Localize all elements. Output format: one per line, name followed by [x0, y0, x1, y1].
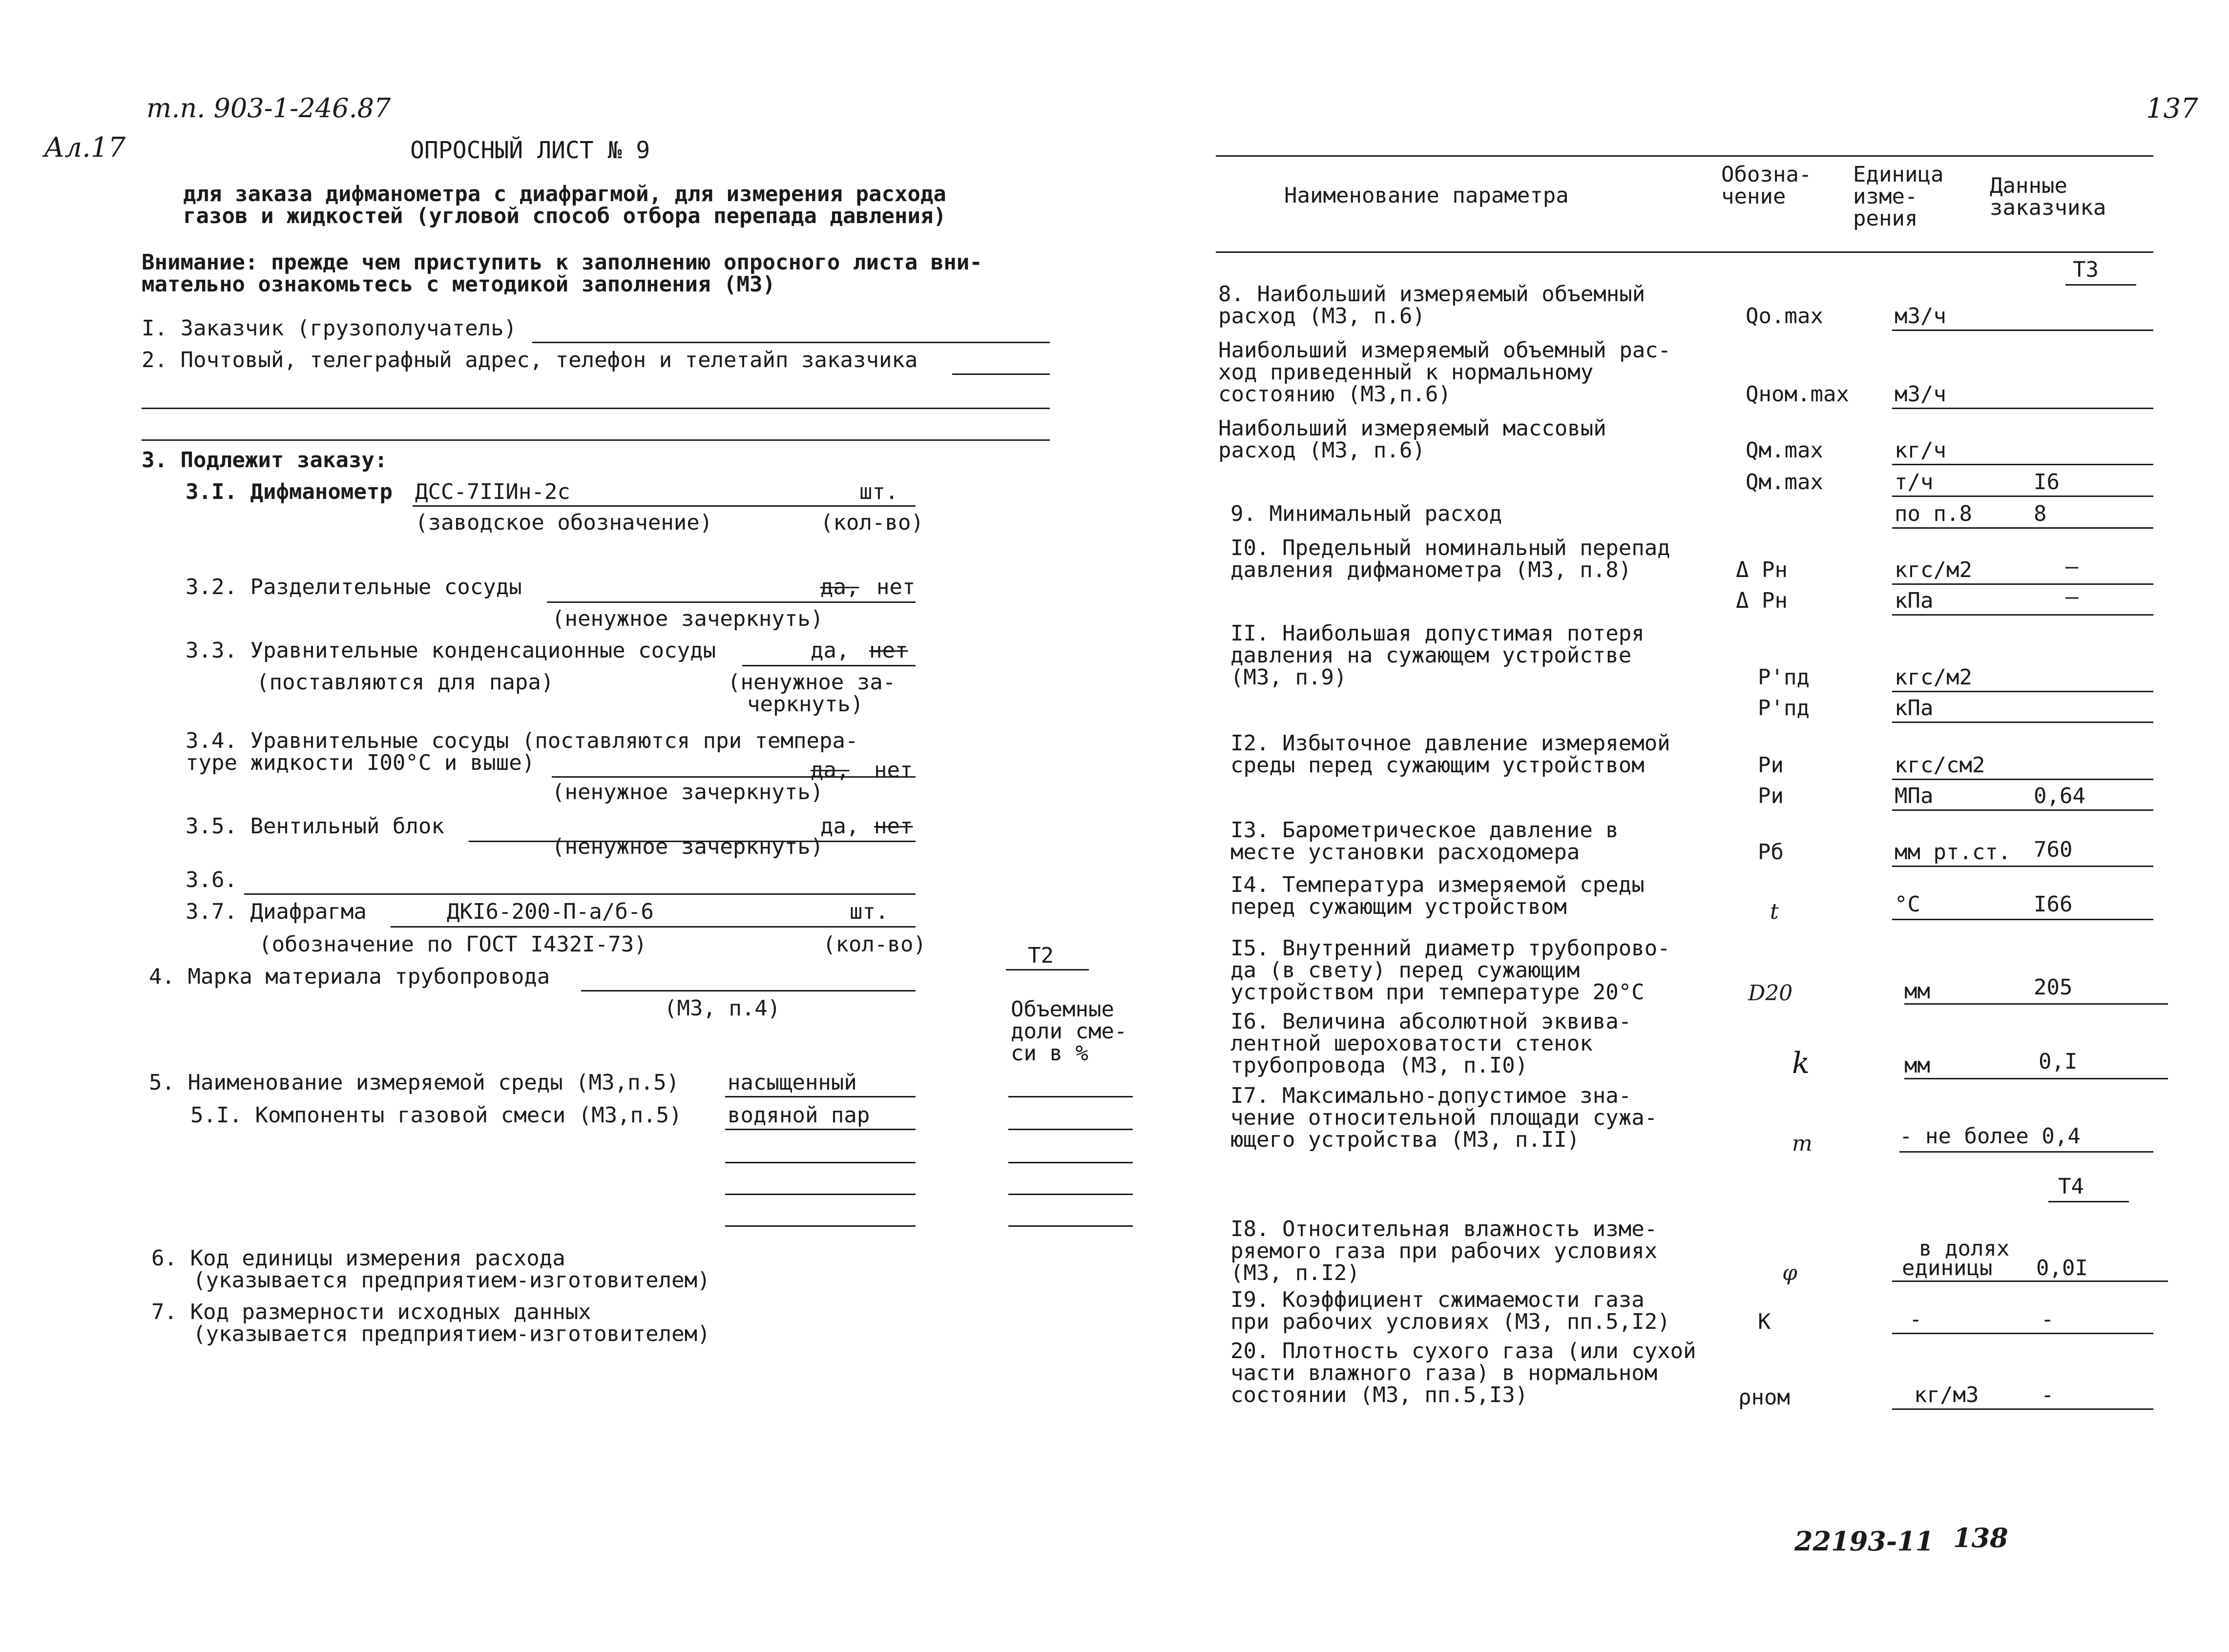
footer-page: 138 — [1953, 1522, 2008, 1553]
item-3-3-note-strike-2: черкнуть) — [747, 692, 864, 717]
volume-fraction-line-1: Объемные — [1011, 997, 1114, 1022]
item-2-field-line-2[interactable] — [142, 408, 1050, 409]
row-11-symbol: Р'пд — [1758, 665, 1810, 690]
item-5-field[interactable] — [725, 1096, 916, 1097]
row-8d-field[interactable] — [1892, 496, 2153, 497]
row-8-line-1: 8. Наибольший измеряемый объемный — [1218, 282, 1646, 307]
row-8-line-2: расход (МЗ, п.6) — [1218, 304, 1425, 329]
item-3-5-note: (ненужное зачеркнуть) — [552, 834, 824, 859]
row-16-unit: мм — [1904, 1053, 1930, 1078]
item-4-label: 4. Марка материала трубопровода — [149, 964, 550, 989]
row-18-unit-1: в долях — [1919, 1236, 2010, 1261]
row-15-value: 205 — [2034, 975, 2073, 1000]
item-3-2-yes: да, — [820, 575, 859, 599]
row-11b-symbol: Р'пд — [1758, 696, 1810, 721]
row-10b-unit: кПа — [1895, 588, 1934, 613]
component-field-5[interactable] — [725, 1225, 916, 1227]
table-t3-label: Т3 — [2073, 257, 2099, 282]
item-3-6-field[interactable] — [244, 893, 916, 895]
row-10-unit: кгс/м2 — [1895, 558, 1972, 582]
row-20-line-3: состоянии (МЗ, пп.5,I3) — [1230, 1383, 1528, 1407]
table-t4-label: Т4 — [2058, 1174, 2084, 1199]
item-3-4-line-1: 3.4. Уравнительные сосуды (поставляются при темпера- — [186, 728, 858, 753]
header-customer-data-2: заказчика — [1990, 195, 2106, 220]
item-3-order: 3. Подлежит заказу: — [142, 448, 388, 473]
row-16-line-1: I6. Величина абсолютной эквива- — [1230, 1009, 1632, 1034]
form-title: ОПРОСНЫЙ ЛИСТ № 9 — [410, 137, 650, 164]
row-20-line-1: 20. Плотность сухого газа (или сухой — [1230, 1339, 1696, 1363]
row-9-value: 8 — [2034, 501, 2047, 526]
row-15-symbol: D20 — [1748, 981, 1793, 1006]
row-11b-field[interactable] — [1892, 722, 2153, 723]
row-10b-field[interactable] — [1892, 614, 2153, 616]
row-8d-symbol: Qм.max — [1746, 470, 1823, 495]
row-20-value: - — [2041, 1383, 2054, 1407]
item-3-3-note-strike-1: (ненужное за- — [728, 670, 896, 695]
item-3-1-field[interactable] — [413, 505, 916, 507]
row-16-line-3: трубопровода (МЗ, п.I0) — [1230, 1053, 1528, 1078]
row-12-line-2: среды перед сужающим устройством — [1230, 753, 1645, 778]
item-5-fraction-field[interactable] — [1008, 1096, 1133, 1097]
item-3-7-note: (обозначение по ГОСТ I432I-73) — [259, 932, 647, 957]
item-3-3-label: 3.3. Уравнительные конденсационные сосуды — [186, 638, 716, 663]
row-16-value: 0,I — [2039, 1049, 2078, 1074]
project-code: т.п. 903-1-246.87 — [146, 93, 391, 124]
row-13-symbol: Рб — [1758, 840, 1784, 865]
row-14-field[interactable] — [1892, 919, 2153, 920]
row-11-line-3: (МЗ, п.9) — [1230, 665, 1347, 690]
row-19-line-2: при рабочих условиях (МЗ, пп.5,I2) — [1230, 1309, 1670, 1334]
row-13-line-2: месте установки расходомера — [1230, 840, 1580, 865]
row-12-unit: кгс/см2 — [1895, 753, 1985, 778]
item-3-3-yes: да, — [811, 638, 850, 663]
row-8b-line-3: состоянию (МЗ,п.6) — [1218, 382, 1451, 407]
item-3-1-value: ДСС-7IIИн-2с — [415, 479, 570, 504]
item-3-7-value: ДКI6-200-П-а/б-6 — [447, 899, 654, 924]
row-11-line-2: давления на сужающем устройстве — [1230, 643, 1632, 668]
row-12-field[interactable] — [1892, 779, 2153, 780]
header-customer-data-1: Данные — [1990, 173, 2067, 198]
item-3-2-label: 3.2. Разделительные сосуды — [186, 575, 522, 599]
row-12b-symbol: Ри — [1758, 784, 1784, 808]
item-7-line-1: 7. Код размерности исходных данных — [151, 1300, 591, 1324]
item-3-2-no: нет — [876, 575, 916, 599]
row-11-line-1: II. Наибольшая допустимая потеря — [1230, 621, 1645, 646]
row-20-symbol: ρном — [1738, 1385, 1790, 1410]
item-3-3-no: нет — [869, 638, 908, 663]
header-symbol-2: чение — [1721, 184, 1786, 209]
item-5-label: 5. Наименование измеряемой среды (МЗ,п.5) — [149, 1070, 680, 1095]
row-15-unit: мм — [1904, 979, 1930, 1004]
component-field-4[interactable] — [725, 1194, 916, 1195]
row-18-unit-2: единицы — [1902, 1256, 1993, 1280]
item-3-3-field[interactable] — [742, 665, 916, 666]
row-8-unit: м3/ч — [1895, 304, 1946, 329]
item-7-line-2: (указывается предприятием-изготовителем) — [193, 1322, 710, 1346]
row-9-unit: по п.8 — [1895, 501, 1972, 526]
row-8b-unit: м3/ч — [1895, 382, 1946, 407]
row-14-symbol: t — [1770, 899, 1779, 924]
item-5-1-field[interactable] — [725, 1129, 916, 1130]
row-17-field[interactable] — [1899, 1151, 2153, 1153]
item-4-field[interactable] — [581, 990, 916, 991]
page-number-right: 137 — [2146, 93, 2198, 124]
row-17-line-2: чение относительной площади сужа- — [1230, 1105, 1658, 1130]
component-fraction-field-3[interactable] — [1008, 1162, 1133, 1163]
row-10-field[interactable] — [1892, 583, 2153, 585]
row-11b-unit: кПа — [1895, 696, 1934, 721]
attention-line-2: мательно ознакомьтесь с методикой заполнения (МЗ) — [142, 272, 776, 297]
row-10b-value: — — [2065, 584, 2079, 609]
item-5-1-label: 5.I. Компоненты газовой смеси (МЗ,п.5) — [190, 1103, 682, 1128]
item-3-5-yes: да, — [820, 814, 859, 839]
row-8c-line-2: расход (МЗ, п.6) — [1218, 438, 1425, 463]
table-t2-underline — [1006, 969, 1089, 971]
volume-fraction-line-2: доли сме- — [1011, 1019, 1127, 1044]
table-header-rule — [1216, 251, 2153, 253]
row-11-unit: кгс/м2 — [1895, 665, 1972, 690]
row-12-symbol: Ри — [1758, 753, 1784, 778]
header-unit-2: изме- — [1853, 184, 1918, 209]
item-4-ref: (МЗ, п.4) — [664, 996, 781, 1021]
row-8c-line-1: Наибольший измеряемый массовый — [1218, 416, 1606, 441]
item-1-customer: I. Заказчик (грузополучатель) — [142, 316, 517, 341]
item-3-2-note: (ненужное зачеркнуть) — [552, 606, 824, 631]
row-13-line-1: I3. Барометрическое давление в — [1230, 818, 1619, 843]
component-fraction-field-4[interactable] — [1008, 1194, 1133, 1195]
item-5-value: насыщенный — [728, 1070, 857, 1095]
row-10-value: — — [2065, 554, 2079, 579]
row-18-line-2: ряемого газа при рабочих условиях — [1230, 1239, 1658, 1263]
row-12b-value: 0,64 — [2034, 784, 2085, 808]
row-10-line-1: I0. Предельный номинальный перепад — [1230, 536, 1670, 560]
row-14-line-2: перед сужающим устройством — [1230, 894, 1567, 919]
row-10-line-2: давления дифманометра (МЗ, п.8) — [1230, 558, 1632, 582]
row-15-field[interactable] — [1904, 1003, 2168, 1005]
footer-code: 22193-11 — [1794, 1526, 1934, 1557]
item-3-7-qty-note: (кол-во) — [823, 932, 926, 957]
item-3-4-yes: да, — [811, 758, 850, 783]
item-3-1-unit: шт. — [859, 479, 898, 504]
row-17-line-1: I7. Максимально-допустимое зна- — [1230, 1083, 1632, 1108]
item-3-3-note: (поставляются для пара) — [256, 670, 554, 695]
item-3-5-no: нет — [874, 814, 913, 839]
item-5-1-value: водяной пар — [728, 1103, 870, 1128]
row-18-symbol: φ — [1782, 1260, 1797, 1285]
row-17-symbol: m — [1792, 1131, 1812, 1156]
item-2-field-line-3[interactable] — [142, 439, 1050, 441]
item-2-address: 2. Почтовый, телеграфный адрес, телефон и телетайп заказчика — [142, 348, 918, 372]
table-t4-underline — [2048, 1201, 2129, 1202]
item-3-6-label: 3.6. — [186, 867, 237, 892]
component-fraction-field-5[interactable] — [1008, 1225, 1133, 1227]
row-13-field[interactable] — [1892, 866, 2153, 867]
row-12b-unit: МПа — [1895, 784, 1934, 808]
row-14-value: I66 — [2034, 892, 2073, 917]
row-15-line-3: устройством при температуре 20°С — [1230, 980, 1645, 1005]
album-number: Ал.17 — [44, 132, 126, 164]
table-top-rule — [1216, 155, 2153, 157]
item-5-1-fraction-field[interactable] — [1008, 1129, 1133, 1130]
table-t3-underline — [2065, 284, 2136, 286]
item-3-2-field[interactable] — [547, 601, 916, 603]
row-14-unit: °С — [1895, 892, 1920, 917]
row-8b-line-1: Наибольший измеряемый объемный рас- — [1218, 338, 1671, 363]
row-19-unit: - — [1909, 1307, 1922, 1332]
row-8-symbol: Qо.max — [1746, 304, 1823, 329]
row-20-field[interactable] — [1892, 1408, 2153, 1410]
row-18-field[interactable] — [1892, 1280, 2168, 1282]
item-3-1-note: (заводское обозначение) — [415, 510, 713, 535]
row-10-symbol: Δ Рн — [1736, 558, 1788, 582]
row-16-line-2: лентной шероховатости стенок — [1230, 1031, 1593, 1056]
row-19-symbol: К — [1758, 1309, 1771, 1334]
row-13-unit: мм рт.ст. — [1895, 840, 2011, 865]
row-8b-line-2: ход приведенный к нормальному — [1218, 360, 1594, 385]
item-6-line-2: (указывается предприятием-изготовителем) — [193, 1268, 710, 1293]
row-18-line-3: (МЗ, п.I2) — [1230, 1260, 1360, 1285]
row-15-line-2: да (в свету) перед сужающим — [1230, 958, 1580, 983]
row-8b-symbol: Qном.max — [1746, 382, 1849, 407]
volume-fraction-line-3: си в % — [1011, 1041, 1088, 1066]
row-17-line-3: ющего устройства (МЗ, п.II) — [1230, 1127, 1580, 1152]
row-8c-unit: кг/ч — [1895, 438, 1946, 463]
row-8d-unit: т/ч — [1895, 470, 1934, 495]
row-17-constraint: - не более 0,4 — [1899, 1124, 2081, 1149]
row-13-value: 760 — [2034, 837, 2073, 862]
row-12-line-1: I2. Избыточное давление измеряемой — [1230, 731, 1670, 756]
row-9-line-1: 9. Минимальный расход — [1230, 501, 1502, 526]
row-8d-value: I6 — [2034, 470, 2060, 495]
header-parameter-name: Наименование параметра — [1284, 183, 1569, 208]
row-8b-field[interactable] — [1892, 408, 2153, 409]
item-3-4-note: (ненужное зачеркнуть) — [552, 780, 824, 805]
row-9-field[interactable] — [1892, 527, 2153, 529]
row-8-field[interactable] — [1892, 330, 2153, 331]
header-unit-3: рения — [1853, 206, 1918, 231]
item-3-4-line-2: туре жидкости I00°С и выше) — [186, 750, 535, 775]
item-3-5-label: 3.5. Вентильный блок — [186, 814, 444, 839]
row-8c-field[interactable] — [1892, 464, 2153, 465]
row-20-line-2: части влажного газа) в нормальном — [1230, 1361, 1658, 1385]
table-t2-label: Т2 — [1028, 943, 1054, 968]
item-2-field[interactable] — [952, 373, 1050, 375]
header-symbol-1: Обозна- — [1721, 162, 1812, 187]
item-3-7-field[interactable] — [391, 926, 916, 928]
item-1-field[interactable] — [532, 342, 1050, 343]
item-6-line-1: 6. Код единицы измерения расхода — [151, 1246, 565, 1271]
subtitle-line-1: для заказа дифманометра с диафрагмой, для измерения расхода — [183, 182, 946, 206]
row-8c-symbol: Qм.max — [1746, 438, 1823, 463]
row-11-field[interactable] — [1892, 691, 2153, 692]
component-field-3[interactable] — [725, 1162, 916, 1163]
row-18-line-1: I8. Относительная влажность изме- — [1230, 1217, 1658, 1241]
row-18-value: 0,0I — [2036, 1256, 2088, 1280]
subtitle-line-2: газов и жидкостей (угловой способ отбора перепада давления) — [183, 204, 946, 228]
item-3-4-field[interactable] — [552, 776, 916, 778]
row-19-line-1: I9. Коэффициент сжимаемости газа — [1230, 1287, 1645, 1312]
row-16-symbol: k — [1792, 1046, 1810, 1080]
row-20-unit: кг/м3 — [1914, 1383, 1979, 1407]
row-19-field[interactable] — [1892, 1333, 2153, 1334]
row-14-line-1: I4. Температура измеряемой среды — [1230, 872, 1645, 897]
header-unit-1: Единица — [1853, 162, 1944, 187]
item-3-1-label: 3.I. Дифманометр — [186, 479, 393, 504]
attention-line-1: Внимание: прежде чем приступить к заполнению опросного листа вни- — [142, 250, 982, 275]
item-3-4-no: нет — [874, 758, 913, 783]
row-12b-field[interactable] — [1892, 809, 2153, 811]
item-3-1-qty-note: (кол-во) — [820, 510, 924, 535]
row-19-value: - — [2041, 1307, 2054, 1332]
item-3-7-unit: шт. — [850, 899, 889, 924]
row-15-line-1: I5. Внутренний диаметр трубопрово- — [1230, 936, 1670, 961]
item-3-7-label: 3.7. Диафрагма — [186, 899, 367, 924]
row-16-field[interactable] — [1904, 1078, 2168, 1079]
row-10b-symbol: Δ Рн — [1736, 588, 1788, 613]
